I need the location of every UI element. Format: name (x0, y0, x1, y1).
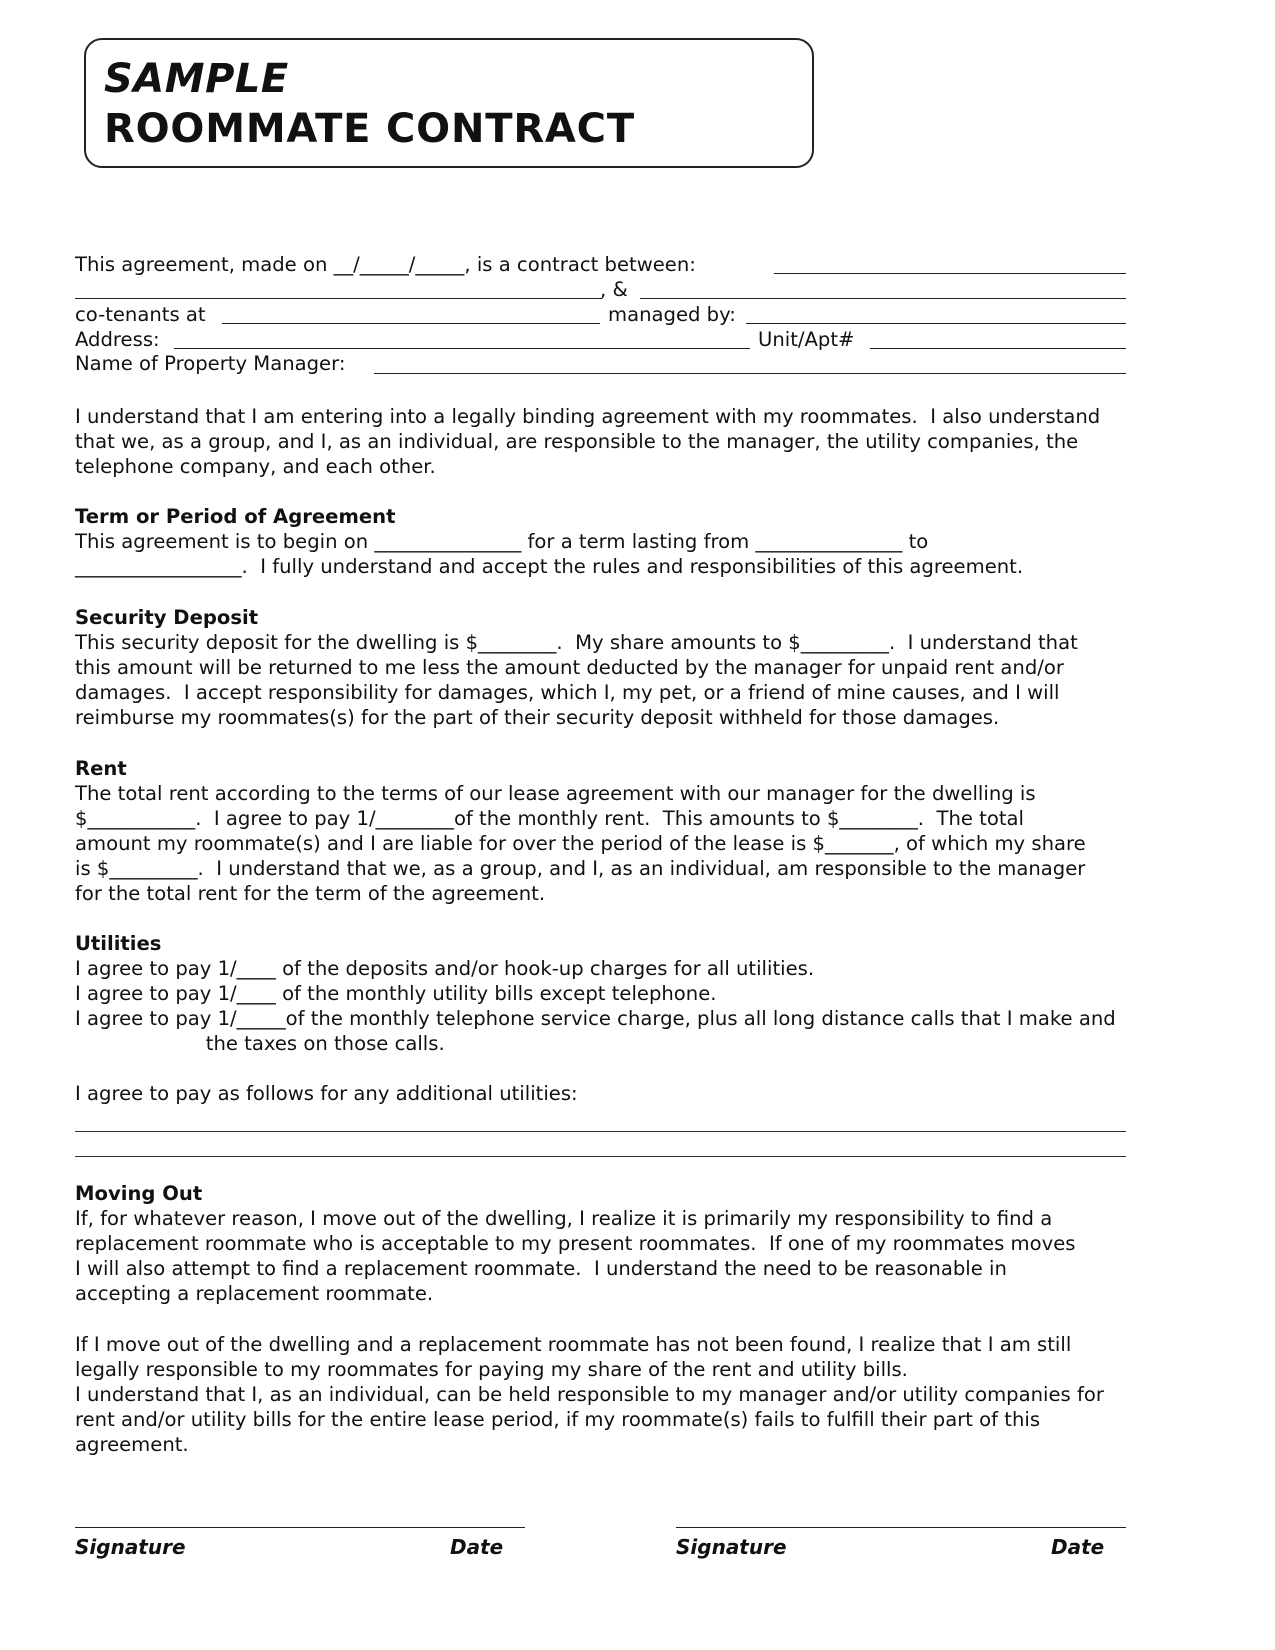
blank-address[interactable] (174, 348, 750, 349)
rent-line-4: is $_________. I understand that we, as a group, and I, as an individual, am responsible to the manager (75, 857, 1086, 880)
deposit-line-3: damages. I accept responsibility for damages, which I, my pet, or a friend of mine causes, and I will (75, 681, 1060, 704)
title-sample: SAMPLE (104, 56, 289, 102)
moving-out-line-3: I will also attempt to find a replacement roommate. I understand the need to be reasonable in (75, 1257, 1007, 1280)
utilities-line-2: I agree to pay 1/____ of the monthly utility bills except telephone. (75, 982, 717, 1005)
blank-additional-utilities-2[interactable] (75, 1156, 1126, 1157)
intro-managed-label: managed by: (608, 303, 736, 326)
date-label-left: Date (450, 1535, 504, 1559)
title-roommate-contract: ROOMMATE CONTRACT (104, 106, 635, 152)
date-label-right: Date (1051, 1535, 1105, 1559)
moving-out-line-4: accepting a replacement roommate. (75, 1282, 434, 1305)
intro-amp: , & (600, 278, 628, 301)
utilities-line-3: I agree to pay 1/_____of the monthly telephone service charge, plus all long distance calls that I make and (75, 1007, 1116, 1030)
blank-managed-by[interactable] (746, 323, 1126, 324)
moving-out-line-7: I understand that I, as an individual, can be held responsible to my manager and/or utility companies for (75, 1383, 1104, 1406)
utilities-line-4: the taxes on those calls. (75, 1032, 445, 1055)
blank-party-1[interactable] (774, 273, 1126, 274)
deposit-line-4: reimburse my roommates(s) for the part of their security deposit withheld for those damages. (75, 706, 1000, 729)
intro-line-1: This agreement, made on __/_____/_____, is a contract between: (75, 253, 696, 276)
term-line-2: _________________. I fully understand and accept the rules and responsibilities of this agreement. (75, 555, 1024, 578)
utilities-additional-label: I agree to pay as follows for any additional utilities: (75, 1082, 578, 1105)
blank-property-manager[interactable] (374, 373, 1126, 374)
moving-out-line-8: rent and/or utility bills for the entire lease period, if my roommate(s) fails to fulfill their part of this (75, 1408, 1041, 1431)
blank-unit[interactable] (870, 348, 1126, 349)
deposit-heading: Security Deposit (75, 606, 259, 629)
signature-label-left: Signature (75, 1535, 186, 1559)
term-heading: Term or Period of Agreement (75, 505, 396, 528)
blank-party-2[interactable] (75, 298, 602, 299)
moving-out-line-9: agreement. (75, 1433, 189, 1456)
moving-out-line-1: If, for whatever reason, I move out of the dwelling, I realize it is primarily my responsibility to find a (75, 1207, 1053, 1230)
rent-line-3: amount my roommate(s) and I are liable for over the period of the lease is $_______, of which my share (75, 832, 1086, 855)
understanding-line-1: I understand that I am entering into a legally binding agreement with my roommates. I also understand (75, 405, 1101, 428)
intro-address-label: Address: (75, 328, 160, 351)
moving-out-line-2: replacement roommate who is acceptable to my present roommates. If one of my roommates moves (75, 1232, 1076, 1255)
moving-out-heading: Moving Out (75, 1182, 203, 1205)
understanding-line-2: that we, as a group, and I, as an individual, are responsible to the manager, the utility companies, the (75, 430, 1079, 453)
understanding-line-3: telephone company, and each other. (75, 455, 436, 478)
deposit-line-2: this amount will be returned to me less the amount deducted by the manager for unpaid rent and/or (75, 656, 1064, 679)
rent-line-2: $___________. I agree to pay 1/________of the monthly rent. This amounts to $________. The total (75, 807, 1024, 830)
utilities-line-1: I agree to pay 1/____ of the deposits and/or hook-up charges for all utilities. (75, 957, 815, 980)
moving-out-line-6: legally responsible to my roommates for paying my share of the rent and utility bills. (75, 1358, 908, 1381)
rent-line-1: The total rent according to the terms of our lease agreement with our manager for the dwelling is (75, 782, 1036, 805)
blank-cotenants[interactable] (222, 323, 600, 324)
rent-line-5: for the total rent for the term of the agreement. (75, 882, 546, 905)
blank-party-3[interactable] (640, 298, 1126, 299)
signature-label-right: Signature (676, 1535, 787, 1559)
signature-line-right[interactable] (676, 1527, 1126, 1528)
intro-unit-label: Unit/Apt# (758, 328, 855, 351)
utilities-heading: Utilities (75, 932, 162, 955)
deposit-line-1: This security deposit for the dwelling is $________. My share amounts to $_________. I understand that (75, 631, 1078, 654)
moving-out-line-5: If I move out of the dwelling and a replacement roommate has not been found, I realize that I am still (75, 1333, 1072, 1356)
blank-additional-utilities-1[interactable] (75, 1131, 1126, 1132)
intro-manager-label: Name of Property Manager: (75, 352, 346, 375)
rent-heading: Rent (75, 757, 127, 780)
intro-cotenants-label: co-tenants at (75, 303, 206, 326)
signature-line-left[interactable] (75, 1527, 525, 1528)
term-line-1: This agreement is to begin on _______________ for a term lasting from _______________ to (75, 530, 929, 553)
